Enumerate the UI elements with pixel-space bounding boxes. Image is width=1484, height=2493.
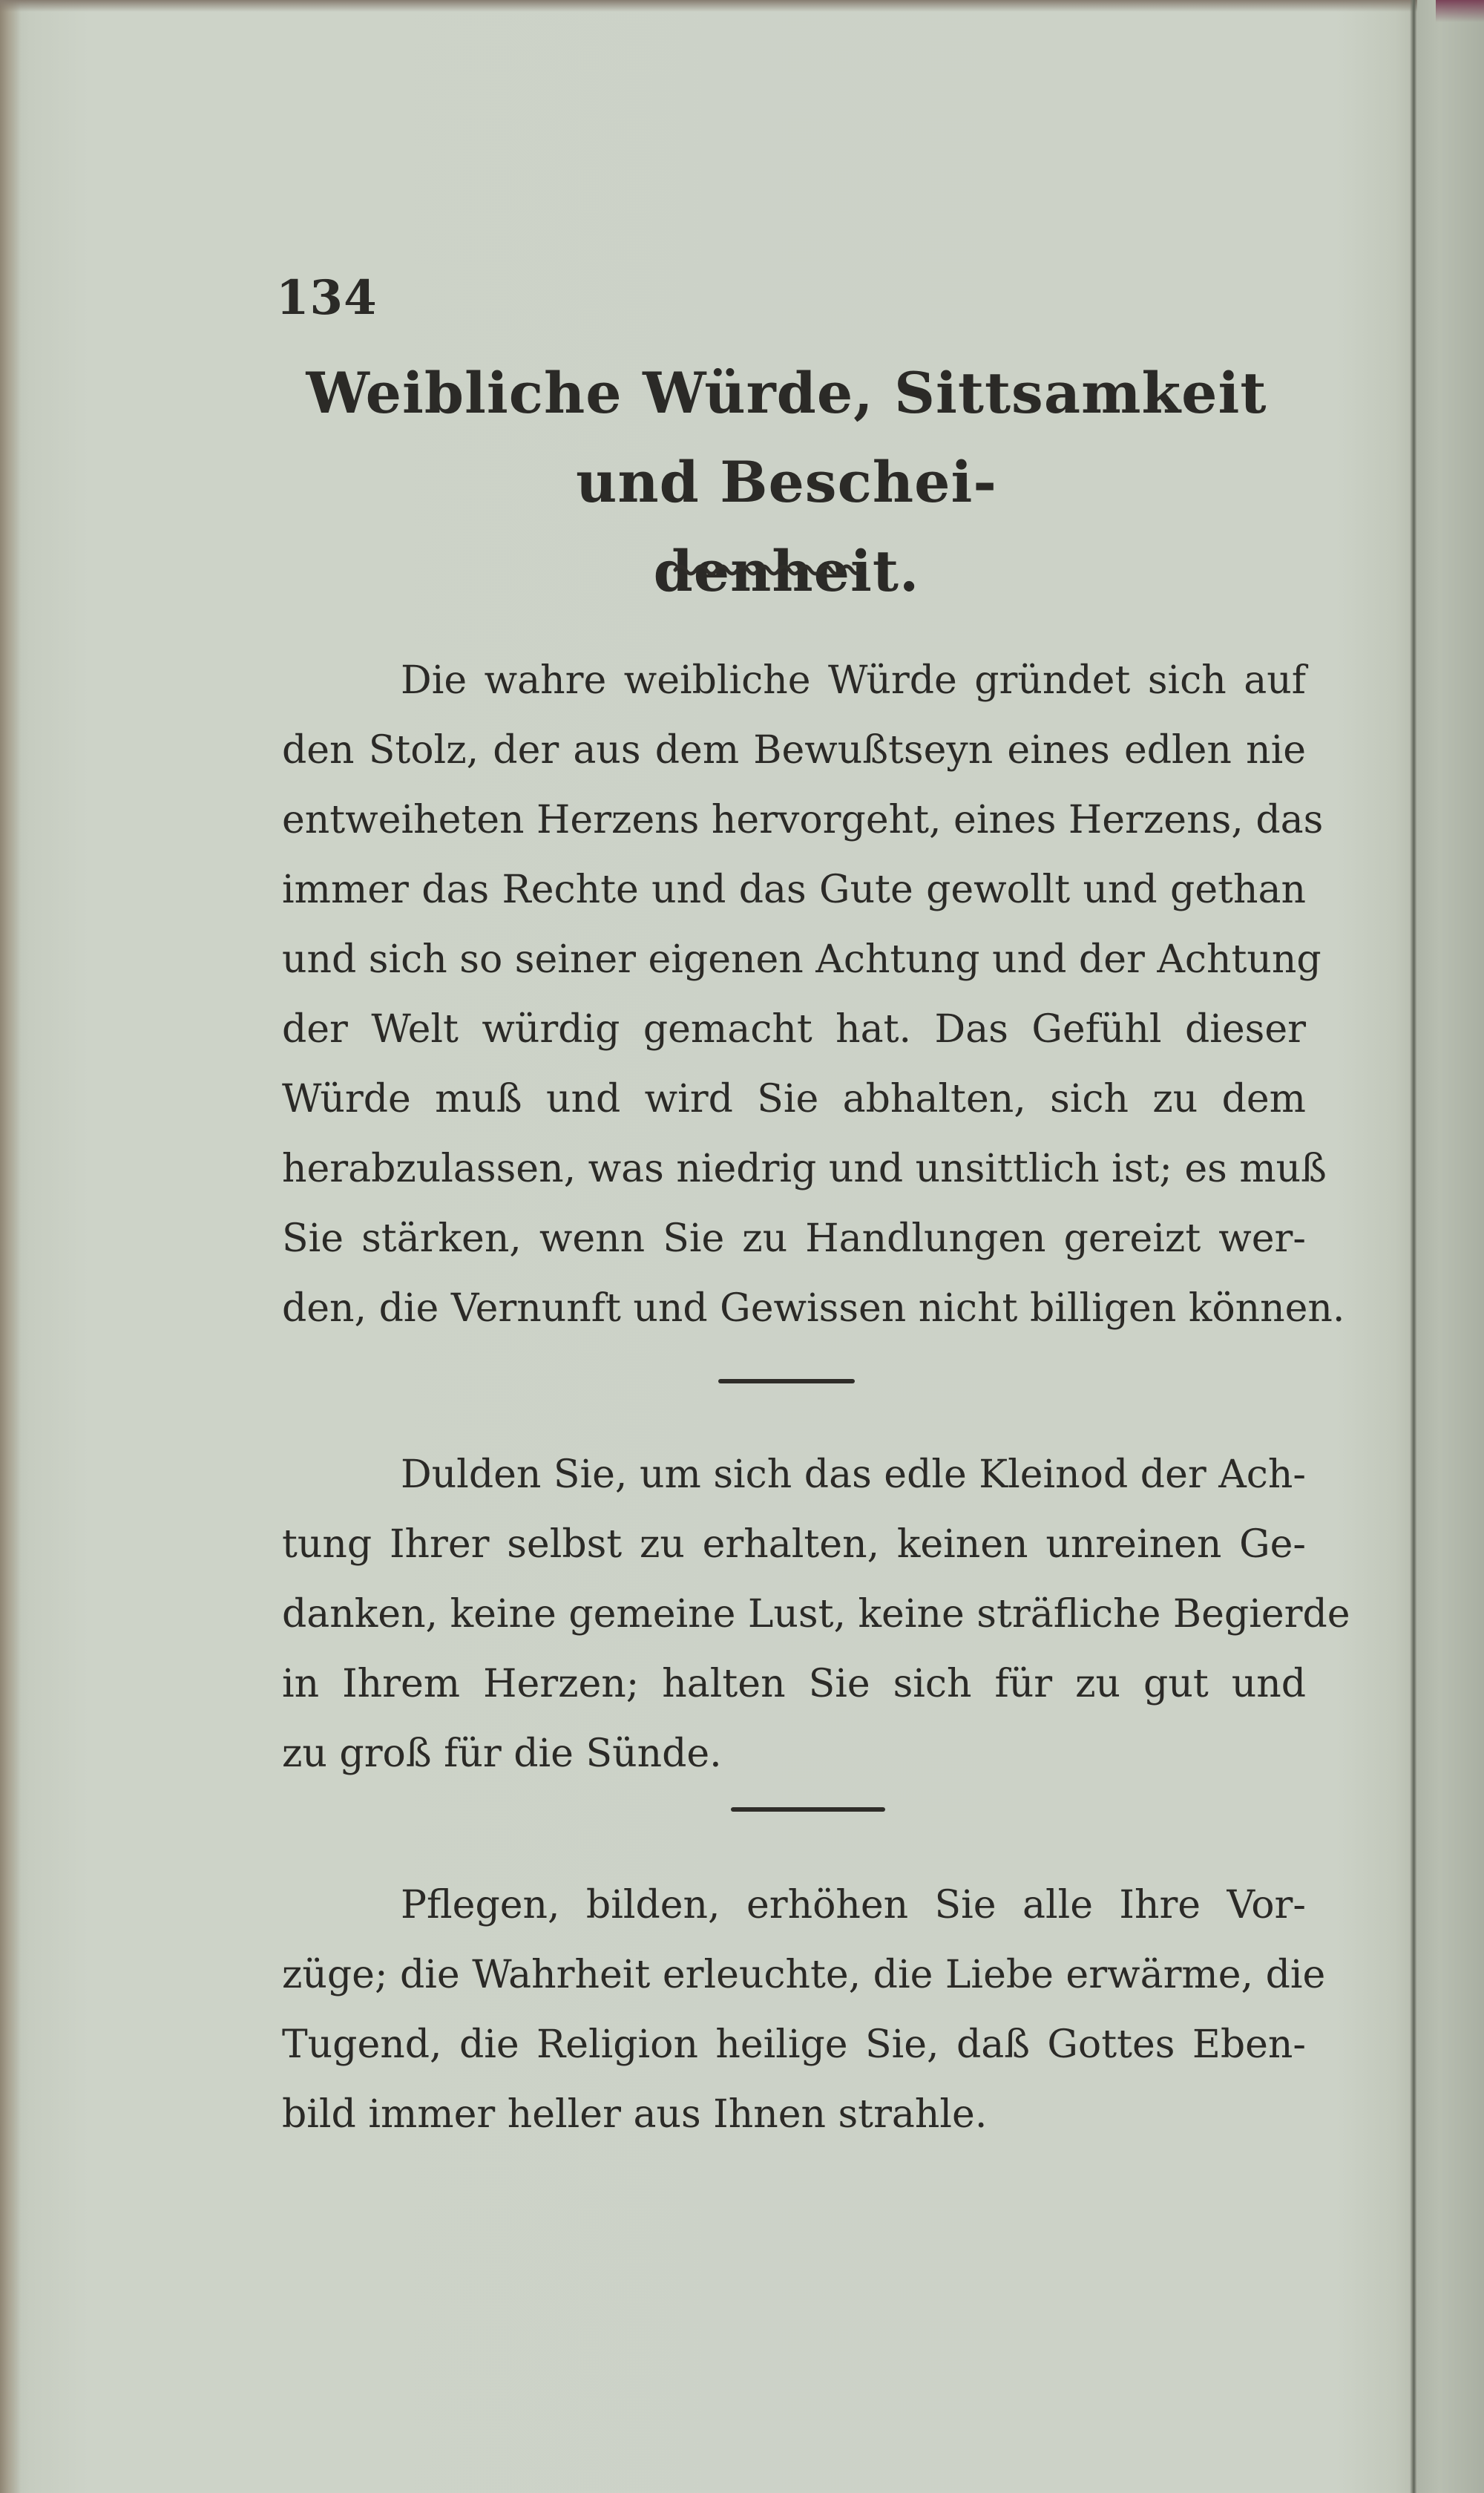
paragraph-line: in Ihrem Herzen; halten Sie sich für zu gut und <box>282 1662 1306 1706</box>
wavy-ornament-icon <box>672 557 864 579</box>
paragraph-line: bild immer heller aus Ihnen strahle. <box>282 2092 988 2137</box>
paragraph-line: und sich so seiner eigenen Achtung und der Achtung <box>282 937 1322 982</box>
paragraph-3 <box>282 1870 1326 2149</box>
section-separator <box>718 1379 855 1383</box>
paragraph-line: Pflegen, bilden, erhöhen Sie alle Ihre Vor- <box>401 1883 1306 1927</box>
paragraph-line: herabzulassen, was niedrig und unsittlich ist; es muß <box>282 1147 1327 1191</box>
page-fold-line <box>1410 0 1417 2493</box>
paragraph-line: Sie stärken, wenn Sie zu Handlungen gereizt wer- <box>282 1216 1306 1261</box>
paragraph-line: entweiheten Herzens hervorgeht, eines Herzens, das <box>282 798 1324 842</box>
paragraph-line: Die wahre weibliche Würde gründet sich auf <box>401 658 1306 703</box>
paragraph-1 <box>282 646 1345 1343</box>
title-line-2: denheit. <box>653 538 920 604</box>
cover-corner <box>1436 0 1484 22</box>
paragraph-line: tung Ihrer selbst zu erhalten, keinen unreinen Ge- <box>282 1522 1306 1567</box>
next-page-edge <box>1417 0 1484 2493</box>
top-page-edge <box>0 0 1484 12</box>
paragraph-line: züge; die Wahrheit erleuchte, die Liebe erwärme, die <box>282 1953 1326 1997</box>
paragraph-line: zu groß für die Sünde. <box>282 1732 722 1776</box>
paragraph-line: der Welt würdig gemacht hat. Das Gefühl dieser <box>282 1007 1306 1052</box>
title-line-1: Weibliche Würde, Sittsamkeit und Beschei- <box>306 360 1267 515</box>
paragraph-line: den Stolz, der aus dem Bewußtseyn eines edlen nie <box>282 728 1306 773</box>
left-spine-shadow <box>0 0 21 2493</box>
paragraph-line: Tugend, die Religion heilige Sie, daß Gottes Eben- <box>282 2022 1306 2067</box>
paragraph-line: Dulden Sie, um sich das edle Kleinod der Ach- <box>401 1452 1306 1497</box>
section-separator <box>731 1807 885 1812</box>
paragraph-line: den, die Vernunft und Gewissen nicht billigen können. <box>282 1286 1345 1331</box>
paragraph-line: danken, keine gemeine Lust, keine sträfliche Begierde <box>282 1592 1350 1637</box>
paragraph-line: Würde muß und wird Sie abhalten, sich zu dem <box>282 1077 1306 1121</box>
paragraph-line: immer das Rechte und das Gute gewollt und gethan <box>282 868 1306 912</box>
page-number: 134 <box>276 270 378 326</box>
paragraph-2 <box>282 1440 1350 1789</box>
